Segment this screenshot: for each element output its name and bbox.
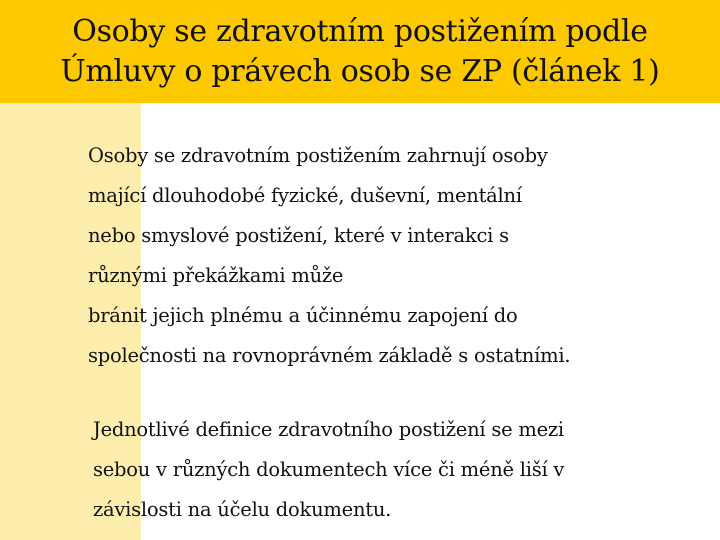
- definition-line-1: Osoby se zdravotním postižením zahrnují osoby: [88, 144, 548, 167]
- definition-line-4: různými překážkami může: [88, 264, 344, 287]
- slide-title-line-2: Úmluvy o právech osob se ZP (článek 1): [60, 54, 660, 89]
- slide-title: [0, 12, 720, 92]
- note-paragraph: [93, 410, 564, 530]
- definition-line-3: nebo smyslové postižení, které v interakci s: [88, 224, 509, 247]
- slide-title-line-1: Osoby se zdravotním postižením podle: [72, 14, 648, 49]
- note-line-3: závislosti na účelu dokumentu.: [93, 498, 392, 521]
- definition-line-5: bránit jejich plnému a účinnému zapojení do: [88, 304, 518, 327]
- definition-line-6: společnosti na rovnoprávném základě s ostatními.: [88, 344, 571, 367]
- note-line-1: Jednotlivé definice zdravotního postižení se mezi: [93, 418, 564, 441]
- definition-line-2: mající dlouhodobé fyzické, duševní, mentální: [88, 184, 522, 207]
- note-line-2: sebou v různých dokumentech více či méně liší v: [93, 458, 565, 481]
- definition-paragraph: [88, 136, 570, 376]
